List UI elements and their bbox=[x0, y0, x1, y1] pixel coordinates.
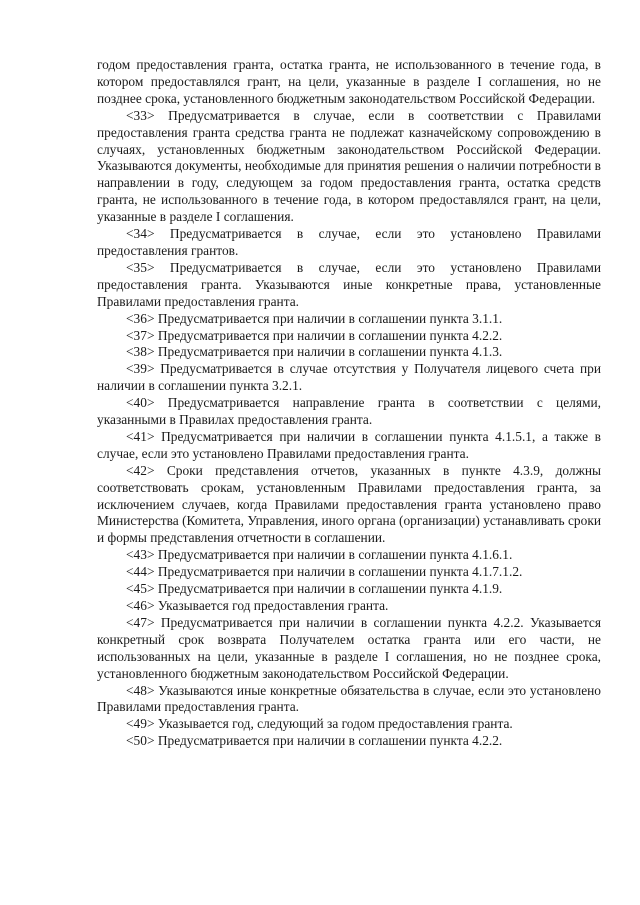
footnote-47: <47> Предусматривается при наличии в соглашении пункта 4.2.2. Указывается конкретный срок возврата Получателем остатка гранта или его части, не использованных на цели, указанные в разделе I соглашения, но не позднее срока, установленного бюджетным законодательством Российской Федерации. bbox=[97, 614, 601, 681]
footnote-50: <50> Предусматривается при наличии в соглашении пункта 4.2.2. bbox=[126, 733, 503, 749]
footnote-34: <34> Предусматривается в случае, если это установлено Правилами предоставления грантов. bbox=[97, 226, 601, 258]
footnote-35: <35> Предусматривается в случае, если это установлено Правилами предоставления гранта. Указываются иные конкретные права, установленные Правилами предоставления гранта. bbox=[97, 259, 601, 309]
paragraph-continuation: годом предоставления гранта, остатка гранта, не использованного в течение года, в котором предоставлялся грант, на цели, указанные в разделе I соглашения, но не позднее срока, установленного бюджетным законодательством Российской Федерации. bbox=[97, 57, 601, 106]
footnote-33: <33> Предусматривается в случае, если в соответствии с Правилами предоставления гранта средства гранта не подлежат казначейскому сопровождению в случаях, установленных бюджетным законодательством Российской Федерации. Указываются документы, необходимые для принятия решения о наличии потребности в направлении в году, следующем за годом предоставления гранта, остатка средств гранта, не использованного в течение года, в котором предоставлялся грант, на цели, указанные в разделе I соглашения. bbox=[97, 107, 601, 225]
footnote-45: <45> Предусматривается при наличии в соглашении пункта 4.1.9. bbox=[126, 581, 503, 597]
footnote-37: <37> Предусматривается при наличии в соглашении пункта 4.2.2. bbox=[126, 327, 503, 343]
footnote-41: <41> Предусматривается при наличии в соглашении пункта 4.1.5.1, а также в случае, если это установлено Правилами предоставления гранта. bbox=[97, 428, 601, 461]
footnote-48: <48> Указываются иные конкретные обязательства в случае, если это установлено Правилами предоставления гранта. bbox=[97, 682, 601, 715]
footnote-44: <44> Предусматривается при наличии в соглашении пункта 4.1.7.1.2. bbox=[126, 564, 523, 580]
footnote-36: <36> Предусматривается при наличии в соглашении пункта 3.1.1. bbox=[126, 310, 503, 326]
footnote-49: <49> Указывается год, следующий за годом предоставления гранта. bbox=[126, 716, 513, 732]
footnote-42: <42> Сроки представления отчетов, указанных в пункте 4.3.9, должны соответствовать срокам, установленным Правилами предоставления гранта, за исключением случаев, когда Правилами предоставления гранта установлено право Министерства (Комитета, Управления, иного органа (организации) устанавливать сроки и формы представления отчетности в соглашении. bbox=[97, 462, 601, 546]
footnote-39: <39> Предусматривается в случае отсутствия у Получателя лицевого счета при наличии в соглашении пункта 3.2.1. bbox=[97, 361, 601, 394]
footnote-43: <43> Предусматривается при наличии в соглашении пункта 4.1.6.1. bbox=[126, 547, 513, 563]
footnote-40: <40> Предусматривается направление гранта в соответствии с целями, указанными в Правилах предоставления гранта. bbox=[97, 395, 601, 428]
footnotes-text bbox=[97, 57, 601, 750]
footnote-46: <46> Указывается год предоставления гранта. bbox=[126, 598, 389, 613]
footnote-38: <38> Предусматривается при наличии в соглашении пункта 4.1.3. bbox=[126, 344, 503, 360]
